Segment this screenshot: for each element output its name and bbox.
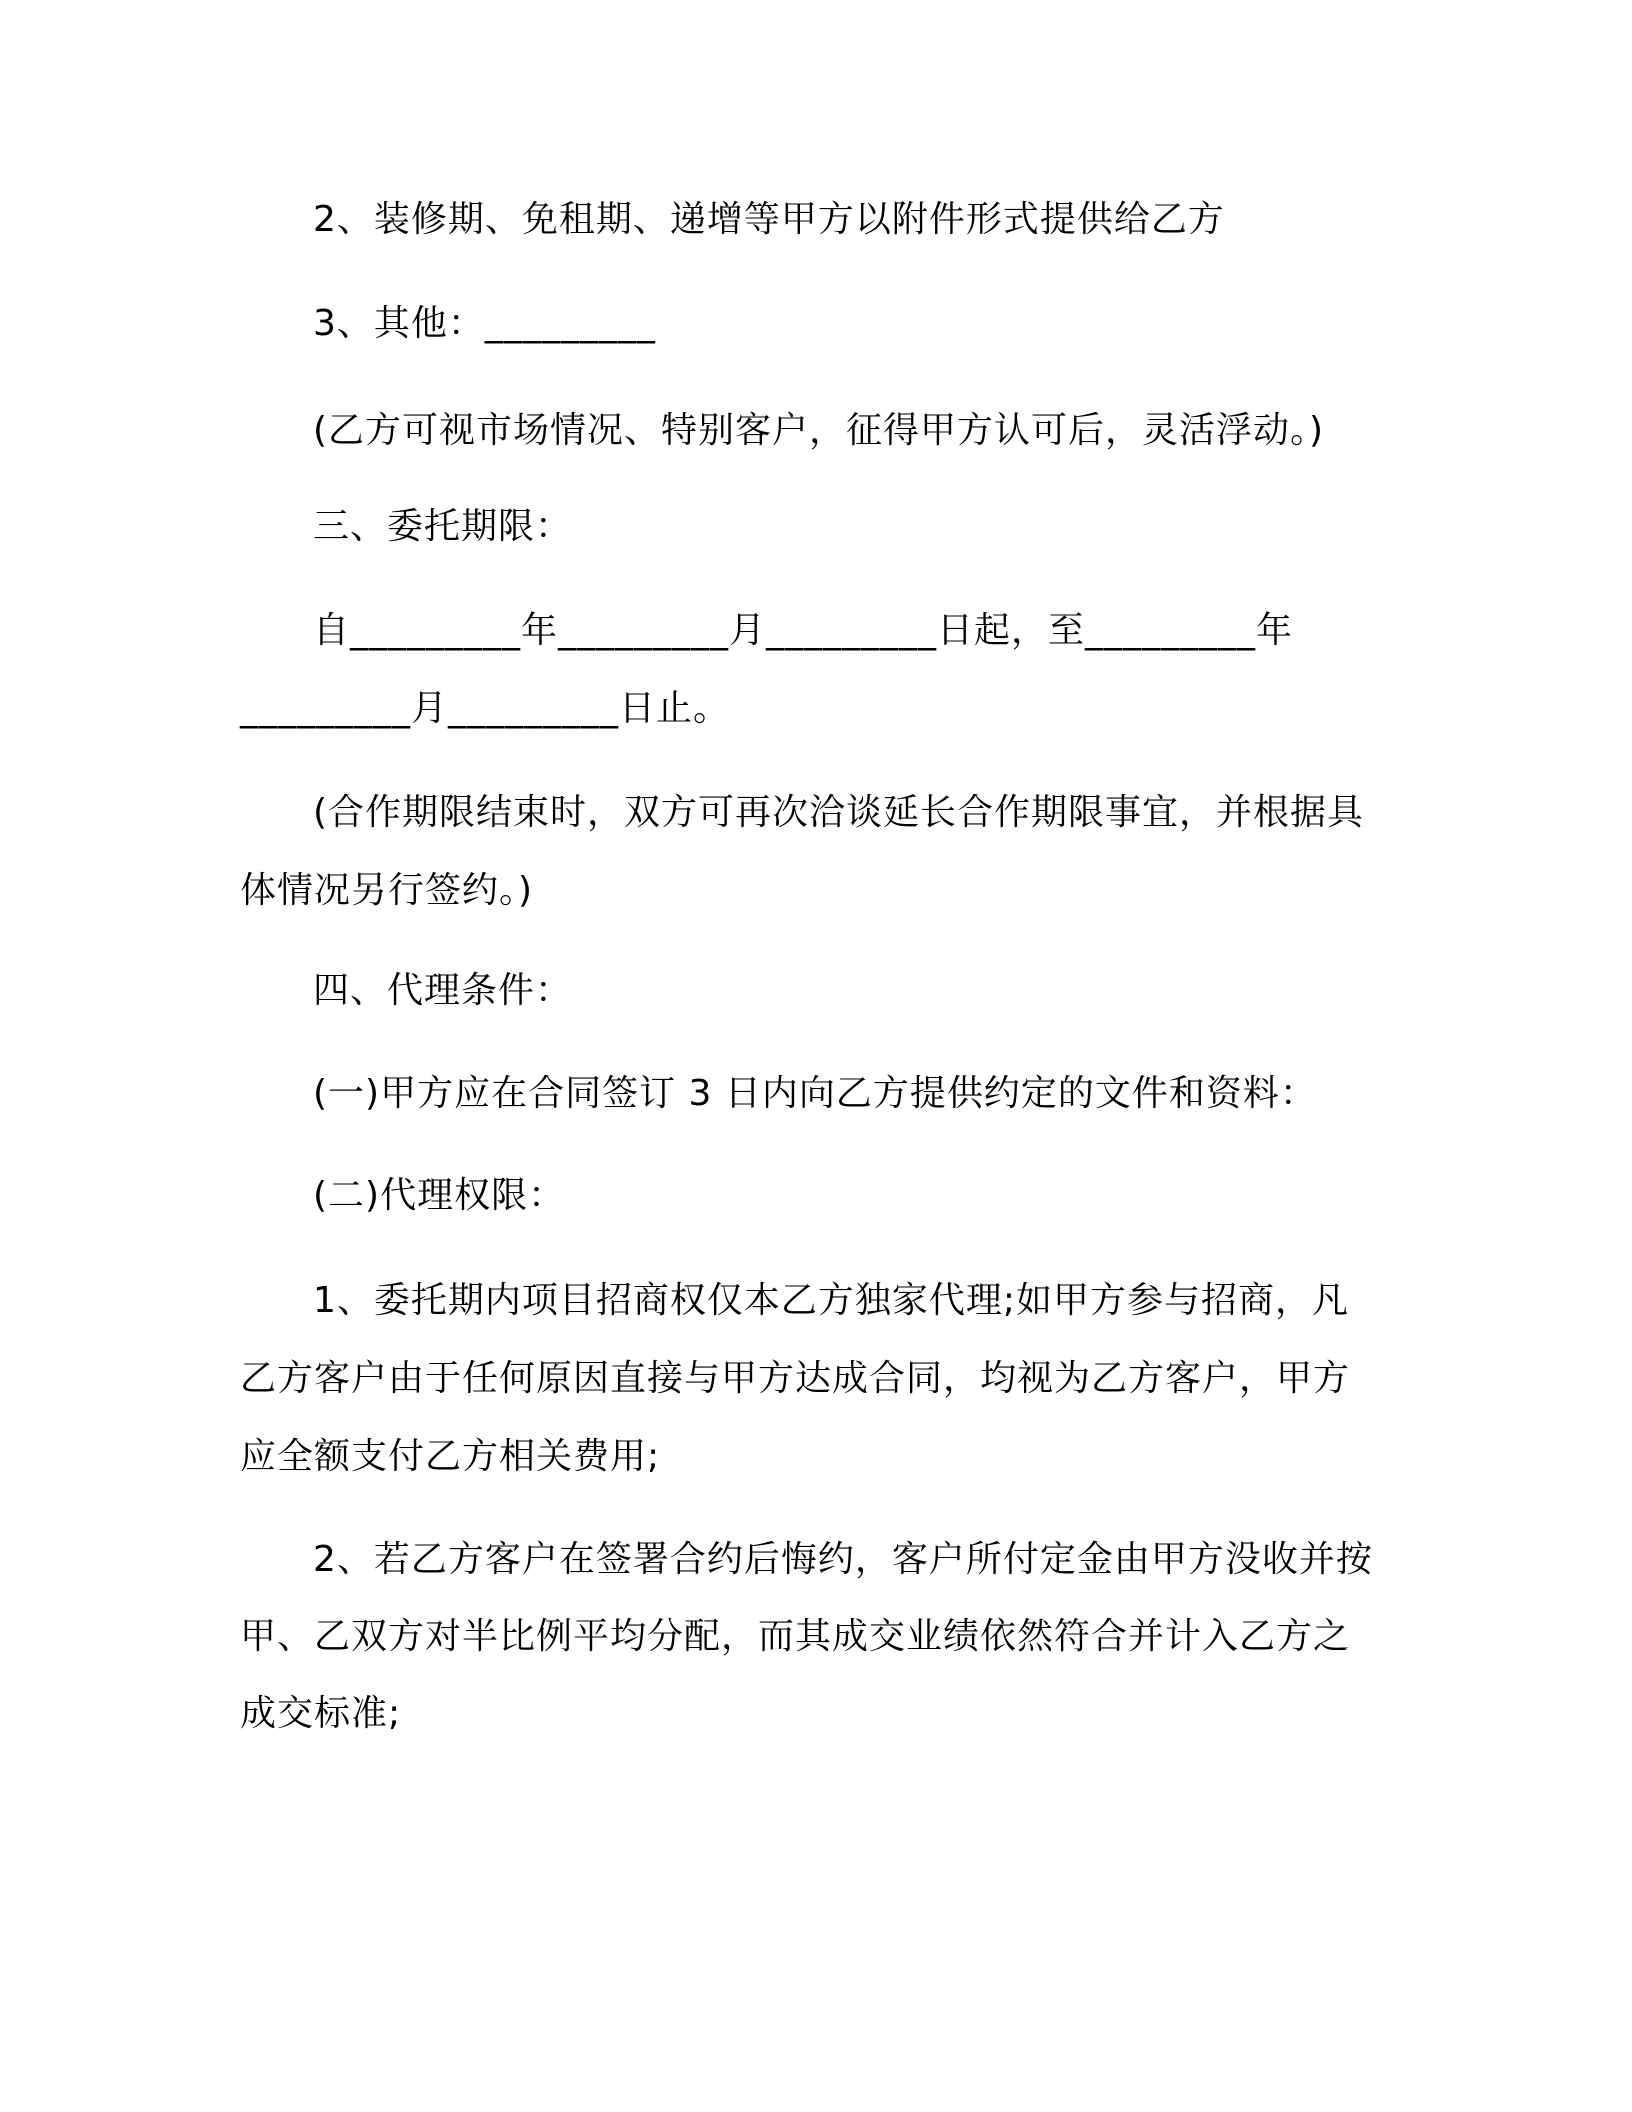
text-line: 甲、乙双方对半比例平均分配，而其成交业绩依然符合并计入乙方之 [240,1616,1351,1657]
section-heading: 三、委托期限： [313,506,573,547]
text-line: 2、若乙方客户在签署合约后悔约，客户所付定金由甲方没收并按 [313,1539,1373,1580]
text-line: (乙方可视市场情况、特别客户，征得甲方认可后，灵活浮动。) [313,410,1325,451]
section-heading: 四、代理条件： [313,970,573,1011]
text-line: (一)甲方应在合同签订 3 日内向乙方提供约定的文件和资料： [313,1073,1317,1114]
text-line: 体情况另行签约。) [240,870,534,911]
text-line: (合作期限结束时，双方可再次洽谈延长合作期限事宜，并根据具 [313,792,1365,833]
text-line: 自_________年_________月_________日起，至_________年 [313,610,1294,651]
text-line: 2、装修期、免租期、递增等甲方以附件形式提供给乙方 [313,199,1225,240]
text-line: (二)代理权限： [313,1175,566,1216]
text-line: 成交标准; [240,1693,402,1734]
text-line: 乙方客户由于任何原因直接与甲方达成合同，均视为乙方客户，甲方 [240,1358,1351,1399]
text-line: 3、其他：_________ [313,303,656,344]
text-line: _________月_________日止。 [240,688,731,729]
text-line: 应全额支付乙方相关费用; [240,1436,661,1477]
text-line: 1、委托期内项目招商权仅本乙方独家代理;如甲方参与招商，凡 [313,1280,1350,1321]
